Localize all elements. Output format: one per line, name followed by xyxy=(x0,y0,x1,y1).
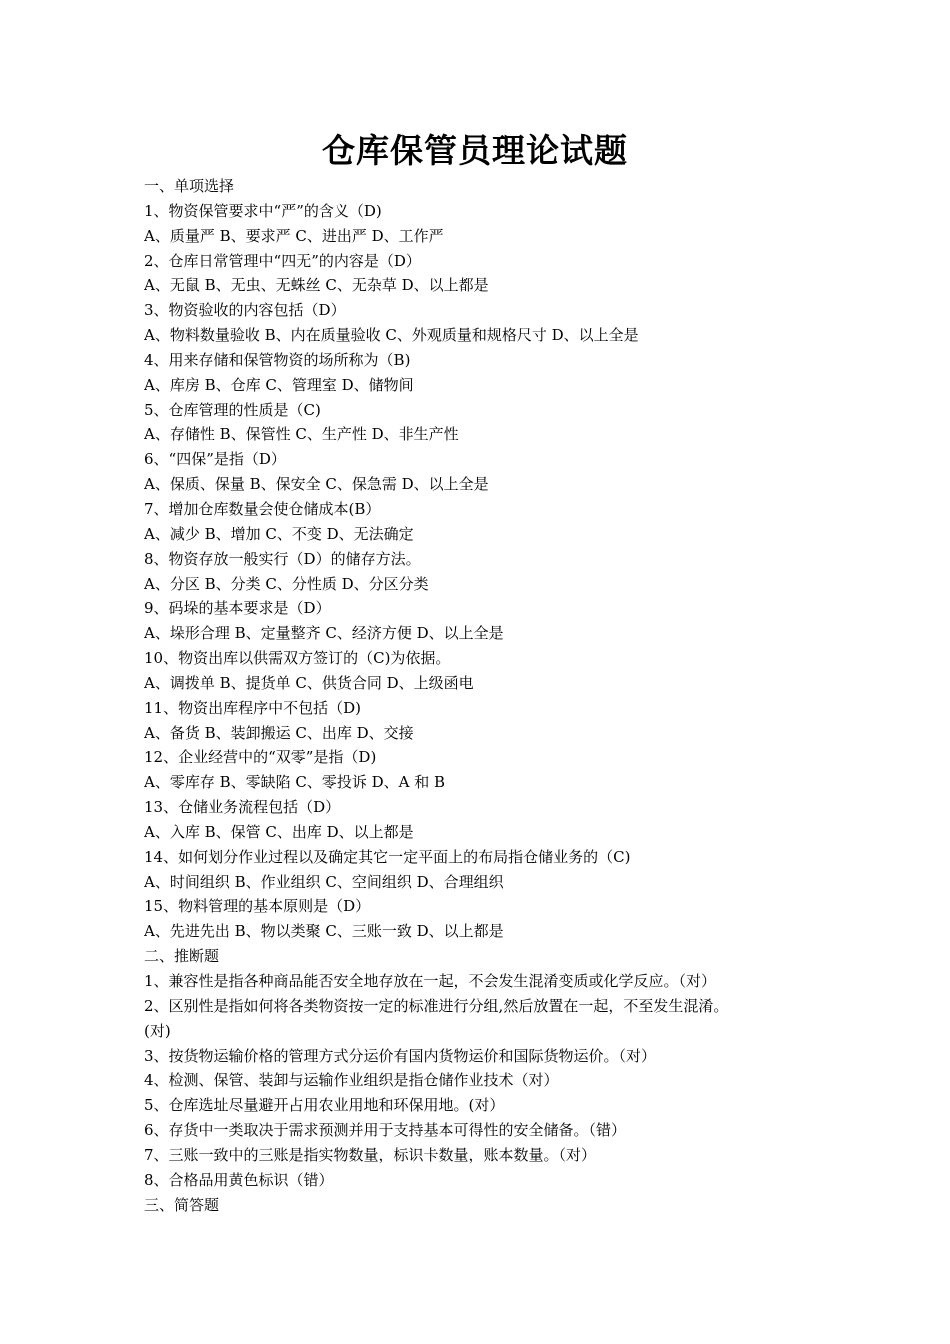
text-line: 4、用来存储和保管物资的场所称为（B) xyxy=(144,350,411,369)
text-line: 8、合格品用黄色标识（错） xyxy=(144,1170,334,1189)
text-line: 三、简答题 xyxy=(144,1195,220,1214)
text-line: A、零库存 B、零缺陷 C、零投诉 D、A 和 B xyxy=(144,773,446,792)
text-line: A、先进先出 B、物以类聚 C、三账一致 D、以上都是 xyxy=(144,922,504,941)
text-line: A、减少 B、增加 C、不变 D、无法确定 xyxy=(144,524,414,543)
text-line: 一、单项选择 xyxy=(144,177,235,195)
text-line: (对) xyxy=(144,1021,171,1040)
text-line: 1、兼容性是指各种商品能否安全地存放在一起，不会发生混淆变质或化学反应。（对） xyxy=(144,972,717,990)
text-line: 5、仓库选址尽量避开占用农业用地和环保用地。(对） xyxy=(144,1096,505,1115)
text-line: 3、按货物运输价格的管理方式分运价有国内货物运价和国际货物运价。（对） xyxy=(144,1046,657,1065)
text-line: 15、物料管理的基本原则是（D） xyxy=(144,897,371,916)
text-line: 5、仓库管理的性质是（C) xyxy=(144,400,321,419)
text-line: A、质量严 B、要求严 C、进出严 D、工作严 xyxy=(144,226,444,245)
text-line: A、垛形合理 B、定量整齐 C、经济方便 D、以上全是 xyxy=(144,624,504,643)
text-line: A、存储性 B、保管性 C、生产性 D、非生产性 xyxy=(144,425,459,444)
text-line: 7、增加仓库数量会使仓储成本(B） xyxy=(144,499,381,518)
text-line: 11、物资出库程序中不包括（D) xyxy=(144,698,361,717)
text-line: A、时间组织 B、作业组织 C、空间组织 D、合理组织 xyxy=(144,872,504,891)
text-line: 13、仓储业务流程包括（D） xyxy=(144,798,341,817)
text-line: 4、检测、保管、装卸与运输作业组织是指仓储作业技术（对） xyxy=(144,1071,559,1090)
text-line: A、保质、保量 B、保安全 C、保急需 D、以上全是 xyxy=(144,475,489,494)
text-line: 9、码垛的基本要求是（D） xyxy=(144,599,331,618)
text-line: 14、如何划分作业过程以及确定其它一定平面上的布局指仓储业务的（C) xyxy=(144,847,631,866)
text-line: 6、“四保”是指（D） xyxy=(144,450,286,469)
text-line: A、物料数量验收 B、内在质量验收 C、外观质量和规格尺寸 D、以上全是 xyxy=(144,326,639,345)
text-line: 6、存货中一类取决于需求预测并用于支持基本可得性的安全储备。（错） xyxy=(144,1121,627,1140)
text-line: A、无鼠 B、无虫、无蛛丝 C、无杂草 D、以上都是 xyxy=(144,276,489,295)
page-title: 仓库保管员理论试题 xyxy=(322,131,628,170)
text-line: 3、物资验收的内容包括（D） xyxy=(144,301,346,320)
document-body xyxy=(144,174,814,1217)
text-line: 1、物资保管要求中“严”的含义（D) xyxy=(144,201,382,220)
text-line: 10、物资出库以供需双方签订的（C)为依据。 xyxy=(144,649,451,668)
text-line: A、备货 B、装卸搬运 C、出库 D、交接 xyxy=(144,723,414,742)
text-line: 2、区别性是指如何将各类物资按一定的标准进行分组,然后放置在一起，不至发生混淆。 xyxy=(144,996,729,1015)
text-line: 8、物资存放一般实行（D）的储存方法。 xyxy=(144,549,421,568)
text-line: 7、三账一致中的三账是指实物数量，标识卡数量，账本数量。（对） xyxy=(144,1145,597,1164)
text-line: A、入库 B、保管 C、出库 D、以上都是 xyxy=(144,822,414,841)
text-line: A、库房 B、仓库 C、管理室 D、储物间 xyxy=(144,375,414,394)
text-line: A、调拨单 B、提货单 C、供货合同 D、上级函电 xyxy=(144,673,474,692)
text-line: 二、推断题 xyxy=(144,947,220,966)
text-line: 2、仓库日常管理中“四无”的内容是（D） xyxy=(144,251,421,270)
text-line: A、分区 B、分类 C、分性质 D、分区分类 xyxy=(144,574,429,593)
text-line: 12、企业经营中的“双零”是指（D) xyxy=(144,748,377,767)
